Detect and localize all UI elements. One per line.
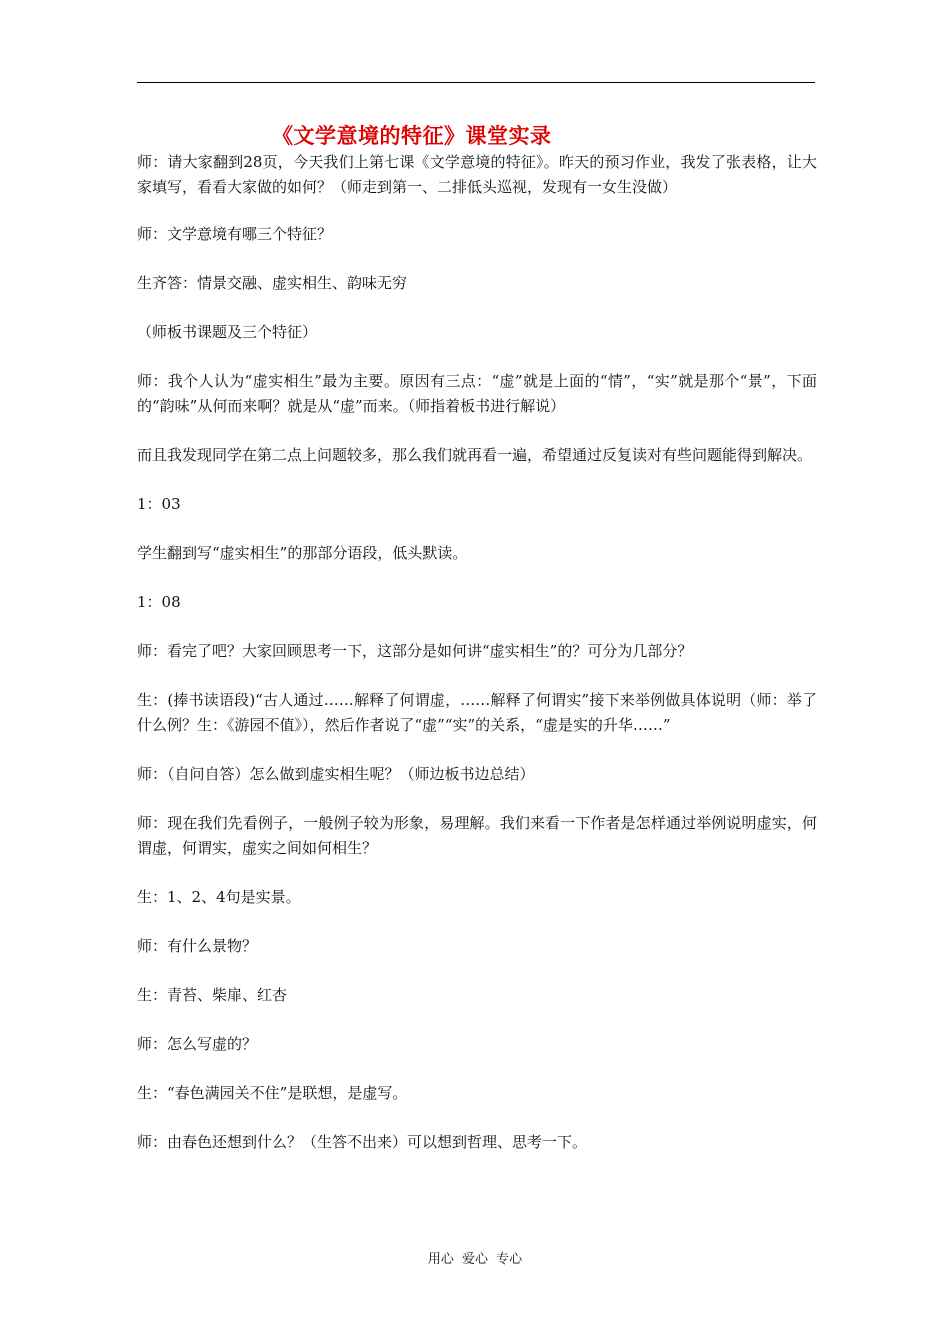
timestamp-paragraph: 1：08 [137,593,181,611]
paragraph: 而且我发现同学在第二点上问题较多，那么我们就再看一遍，希望通过反复读对有些问题能得到解决。 [137,446,813,464]
document-title: 《文学意境的特征》课堂实录 [272,123,552,148]
paragraph: 生：1、2、4句是实景。 [137,888,301,906]
paragraph: 生：(捧书读语段)“古人通过……解释了何谓虚，……解释了何谓实”接下来举例做具体说明（师：举了什么例？生：《游园不值》），然后作者说了“虚”“实”的关系，“虚是实的升华……” [137,691,817,734]
paragraph: 学生翻到写“虚实相生”的那部分语段，低头默读。 [137,544,468,562]
timestamp-paragraph: 1：03 [137,495,181,513]
paragraph: 师：怎么写虚的？ [137,1035,258,1053]
paragraph: 师：我个人认为“虚实相生”最为主要。原因有三点：“虚”就是上面的“情”，“实”就是那个“景”，下面的“韵味”从何而来啊？就是从“虚”而来。（师指着板书进行解说） [137,372,817,415]
paragraph: 师：有什么景物？ [137,937,258,955]
document-body [137,150,817,1179]
paragraph: 师：由春色还想到什么？（生答不出来）可以想到哲理、思考一下。 [137,1133,588,1151]
paragraph: 生齐答：情景交融、虚实相生、韵味无穷 [137,274,408,292]
paragraph: 师：（自问自答）怎么做到虚实相生呢？（师边板书边总结） [137,765,535,783]
paragraph: 生：“春色满园关不住”是联想，是虚写。 [137,1084,408,1102]
paragraph: 生：青苔、柴扉、红杏 [137,986,288,1004]
paragraph: 师：文学意境有哪三个特征？ [137,225,333,243]
paragraph: 师：请大家翻到28页，今天我们上第七课《文学意境的特征》。昨天的预习作业，我发了张表格，让大家填写，看看大家做的如何？（师走到第一、二排低头巡视，发现有一女生没做） [137,153,817,196]
paragraph: 师：看完了吧？大家回顾思考一下，这部分是如何讲“虚实相生”的？可分为几部分？ [137,642,693,660]
header-rule [137,82,815,83]
paragraph: 师：现在我们先看例子，一般例子较为形象，易理解。我们来看一下作者是怎样通过举例说明虚实，何谓虚，何谓实，虚实之间如何相生？ [137,814,817,857]
page-footer: 用心 爱心 专心 [427,1252,523,1267]
paragraph: （师板书课题及三个特征） [137,323,318,341]
